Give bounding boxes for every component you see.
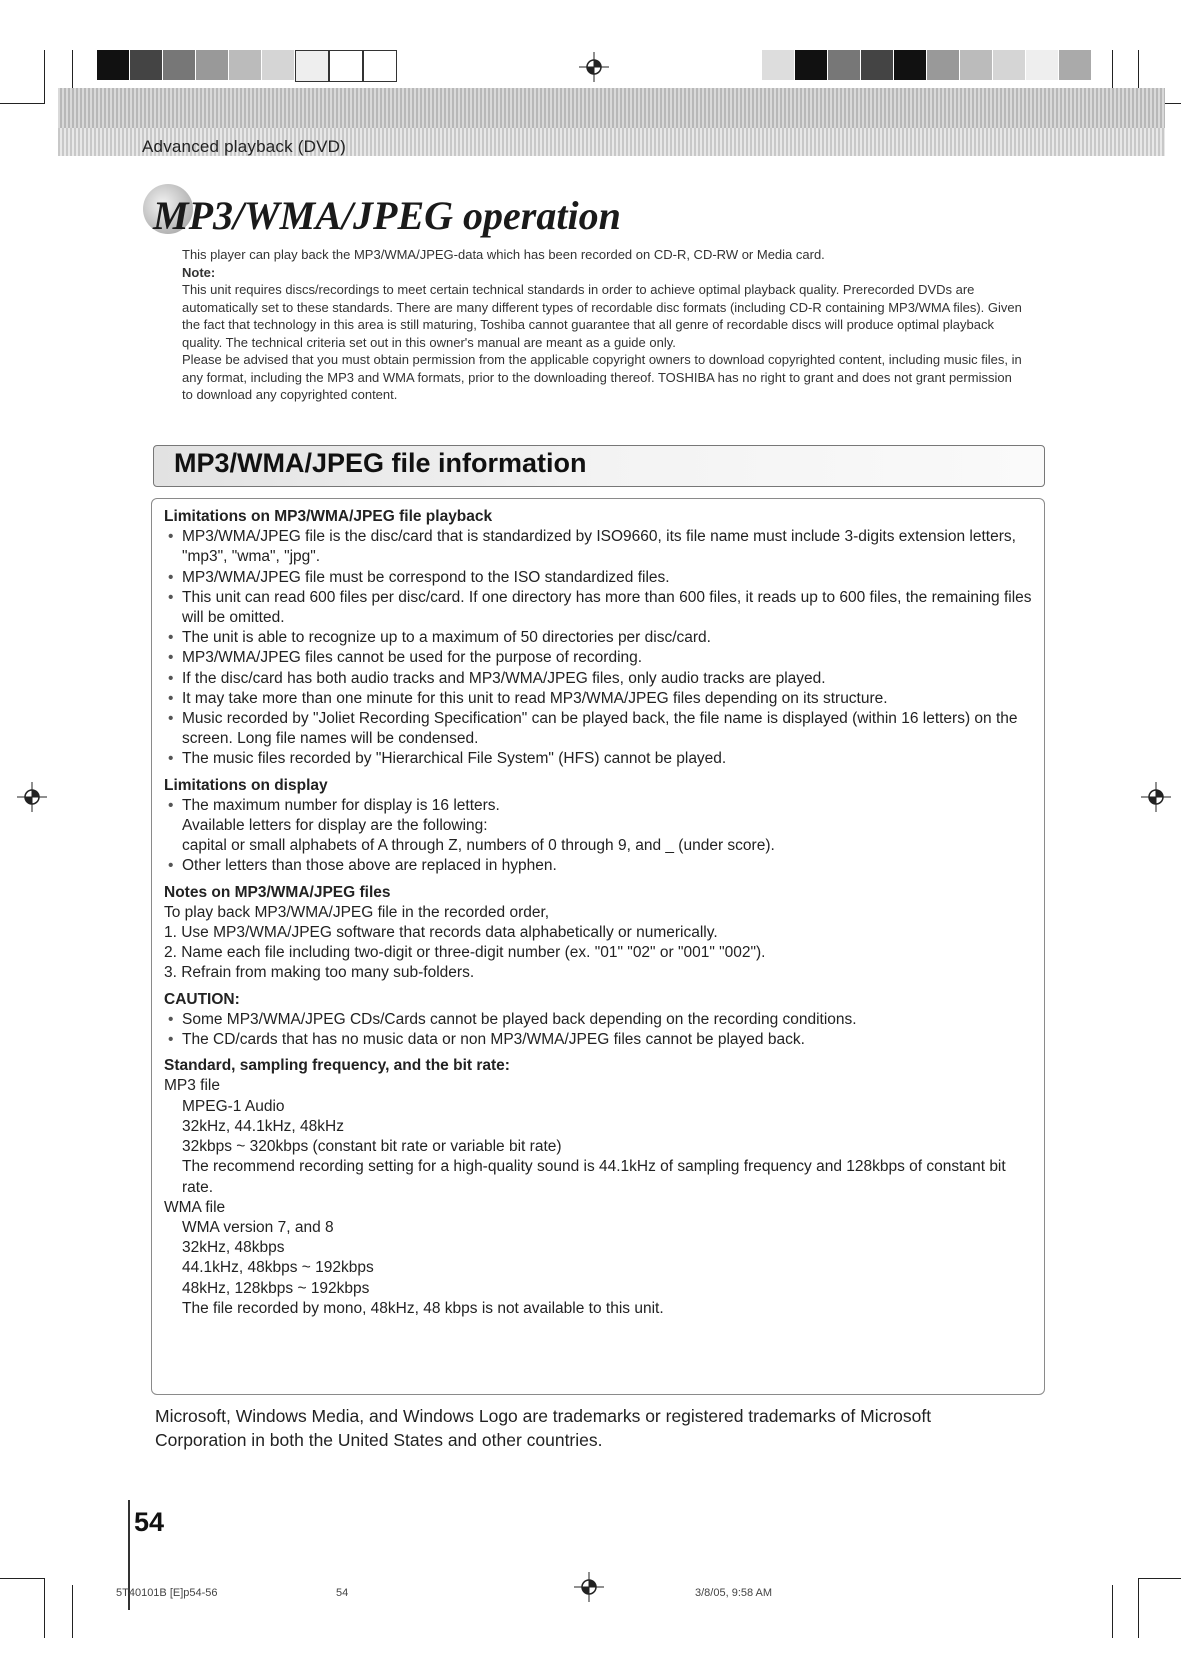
subheading: Limitations on display [164, 776, 328, 794]
playback-limitations-list [164, 527, 1034, 769]
spec-line: 32kbps ~ 320kbps (constant bit rate or variable bit rate) [182, 1138, 562, 1156]
list-item: • MP3/WMA/JPEG file must be correspond to the ISO standardized files. [164, 568, 1034, 588]
crop-mark [0, 103, 44, 104]
subheading: Limitations on MP3/WMA/JPEG file playback [164, 508, 493, 525]
subheading: CAUTION: [164, 990, 240, 1008]
spec-line: 48kHz, 128kbps ~ 192kbps [182, 1279, 370, 1297]
crop-mark [72, 1585, 73, 1638]
list-item [164, 796, 1034, 857]
caution-list [164, 1010, 1034, 1050]
note-paragraph: Please be advised that you must obtain permission from the applicable copyright owners to download copyrighted content, including music files, in any format, including the MP3 and WMA formats, prior to the downloading thereof. TOSHIBA has no right to grant and does not grant permission to download any copyrighted content. [182, 352, 1022, 402]
list-item: • It may take more than one minute for this unit to read MP3/WMA/JPEG files depending on its structure. [164, 689, 1034, 709]
registration-mark-icon [1141, 782, 1171, 812]
spec-line: 32kHz, 48kbps [182, 1239, 285, 1257]
section-label: Advanced playback (DVD) [142, 137, 346, 156]
list-item: • Music recorded by "Joliet Recording Specification" can be played back, the file name is displayed (within 16 letters) on the screen. Long file names will be condensed. [164, 709, 1034, 749]
section-title: MP3/WMA/JPEG file information [174, 448, 587, 478]
crop-mark [0, 1578, 44, 1579]
numbered-step: 1. Use MP3/WMA/JPEG software that records data alphabetically or numerically. [164, 924, 718, 942]
subheading: Standard, sampling frequency, and the bit rate: [164, 1057, 510, 1075]
list-item-text: The maximum number for display is 16 letters. [182, 796, 500, 814]
note-paragraph: This unit requires discs/recordings to meet certain technical standards in order to achieve optimal playback quality. Prerecorded DVDs are automatically set to these standards. There are many different types of recordable disc formats (including CD-R containing MP3/WMA files). Given the fact that technology in this area is still maturing, Toshiba cannot guarantee that all genre of recordable discs will produce optimal playback quality. The technical criteria set out in this owner's manual are meant as a guide only. [182, 282, 1022, 350]
info-content [164, 507, 1034, 1319]
list-item: • The unit is able to recognize up to a maximum of 50 directories per disc/card. [164, 628, 1034, 648]
subheading: Notes on MP3/WMA/JPEG files [164, 883, 391, 901]
list-item: • MP3/WMA/JPEG file is the disc/card that is standardized by ISO9660, its file name must include 3-digits extension letters, "mp3", "wma", "jpg". [164, 527, 1034, 567]
slug-page: 54 [336, 1587, 349, 1599]
color-calibration-bar-right [762, 50, 1092, 80]
spec-line: MPEG-1 Audio [182, 1097, 285, 1115]
trademark-note: Microsoft, Windows Media, and Windows Logo are trademarks or registered trademarks of Microsoft Corporation in both the United States and other countries. [155, 1406, 932, 1450]
slug-datetime: 3/8/05, 9:58 AM [695, 1587, 773, 1599]
list-item: • If the disc/card has both audio tracks and MP3/WMA/JPEG files, only audio tracks are played. [164, 669, 1034, 689]
page-number: 54 [134, 1507, 165, 1537]
intro-text [182, 246, 1022, 404]
registration-mark-icon [574, 1572, 604, 1602]
spec-line: The file recorded by mono, 48kHz, 48 kbps is not available to this unit. [182, 1299, 664, 1317]
list-item: • This unit can read 600 files per disc/card. If one directory has more than 600 files, it reads up to 600 files, the remaining files will be omitted. [164, 588, 1034, 628]
spec-line: 32kHz, 44.1kHz, 48kHz [182, 1117, 344, 1135]
numbered-step: 3. Refrain from making too many sub-folders. [164, 964, 475, 982]
list-item-text: capital or small alphabets of A through Z, numbers of 0 through 9, and _ (under score). [182, 837, 775, 855]
list-item-text: Available letters for display are the following: [182, 817, 488, 835]
list-item: • The music files recorded by "Hierarchical File System" (HFS) cannot be played. [164, 749, 1034, 769]
crop-mark [1138, 1578, 1181, 1579]
list-item: • The CD/cards that has no music data or non MP3/WMA/JPEG files cannot be played back. [164, 1030, 1034, 1050]
display-limitations-list [164, 796, 1034, 877]
crop-mark [44, 50, 45, 104]
numbered-step: 2. Name each file including two-digit or three-digit number (ex. "01" "02" or "001" "002"). [164, 944, 766, 962]
color-calibration-bar-left [97, 50, 397, 80]
crop-mark [44, 1578, 45, 1638]
notes-lead: To play back MP3/WMA/JPEG file in the recorded order, [164, 903, 550, 921]
intro-lead: This player can play back the MP3/WMA/JPEG-data which has been recorded on CD-R, CD-RW or Media card. [182, 247, 825, 262]
registration-mark-icon [579, 52, 609, 82]
page-title: MP3/WMA/JPEG operation [153, 193, 621, 238]
crop-mark [1112, 1585, 1113, 1638]
crop-mark [1138, 1578, 1139, 1638]
slug-file: 5T40101B [E]p54-56 [116, 1587, 218, 1599]
list-item: • Some MP3/WMA/JPEG CDs/Cards cannot be played back depending on the recording conditions. [164, 1010, 1034, 1030]
spec-line: The recommend recording setting for a high-quality sound is 44.1kHz of sampling frequency and 128kbps of constant bit rate. [182, 1158, 1006, 1196]
list-item: • MP3/WMA/JPEG files cannot be used for the purpose of recording. [164, 648, 1034, 668]
format-label: MP3 file [164, 1077, 220, 1095]
list-item: • Other letters than those above are replaced in hyphen. [164, 856, 1034, 876]
format-label: WMA file [164, 1198, 226, 1216]
spec-line: WMA version 7, and 8 [182, 1218, 334, 1236]
registration-mark-icon [17, 782, 47, 812]
note-heading: Note: [182, 264, 216, 280]
spec-line: 44.1kHz, 48kbps ~ 192kbps [182, 1259, 374, 1277]
